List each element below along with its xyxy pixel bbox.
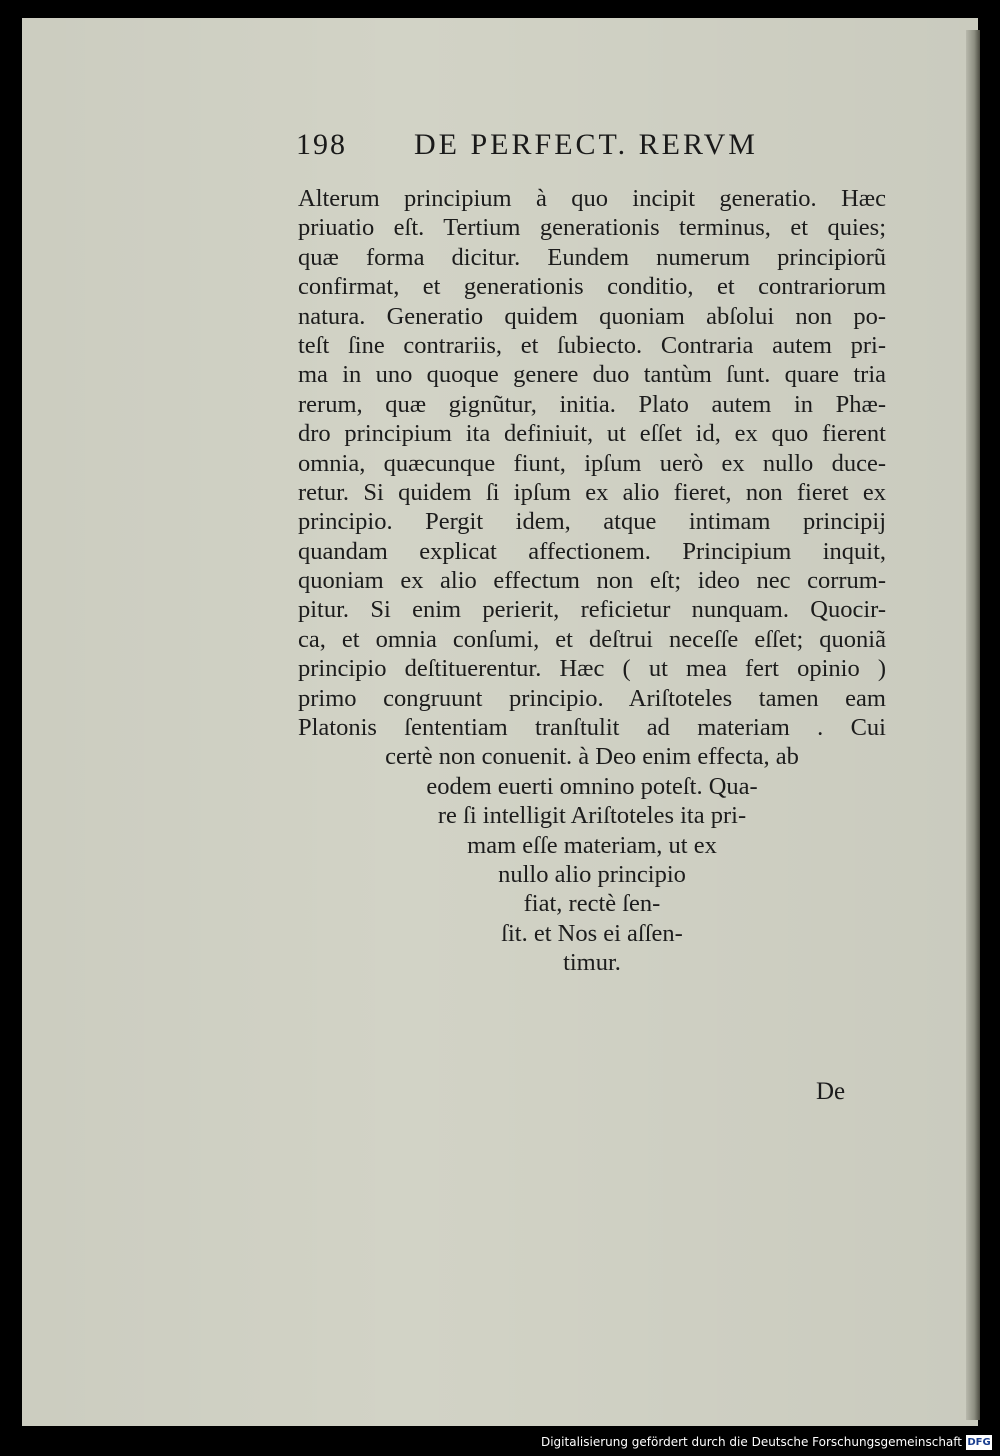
text-line: principio. Pergit idem, atque intimam principij (298, 508, 886, 536)
text-line: retur. Si quidem ſi ipſum ex alio fieret, non fieret ex (298, 478, 886, 506)
tail-line: timur. (563, 949, 621, 977)
catchword: De (816, 1078, 846, 1105)
text-line: principio deſtituerentur. Hæc ( ut mea fert opinio ) (298, 655, 886, 683)
tail-line: ſit. et Nos ei aſſen- (501, 919, 683, 947)
tail-line: fiat, rectè ſen- (523, 890, 661, 918)
text-line: primo congruunt principio. Ariſtoteles tamen eam (298, 684, 886, 712)
text-line: ca, et omnia conſumi, et deſtrui neceſſe eſſet; quoniã (298, 625, 886, 653)
digitization-footer (0, 1426, 1000, 1456)
running-title: DE PERFECT. RERVM (414, 128, 758, 161)
text-line: Platonis ſententiam tranſtulit ad materiam . Cui (298, 714, 886, 742)
tail-line: re ſi intelligit Ariſtoteles ita pri- (437, 802, 747, 830)
funding-credit: Digitalisierung gefördert durch die Deutsche Forschungsgemeinschaft (540, 1435, 962, 1449)
body-paragraph (298, 184, 886, 742)
page-number: 198 (296, 128, 347, 161)
tail-line: mam eſſe materiam, ut ex (467, 831, 717, 859)
page-edge (966, 30, 980, 1420)
text-line: ma in uno quoque genere duo tantùm ſunt. quare tria (298, 361, 886, 389)
text-line: pitur. Si enim perierit, reficietur nunquam. Quocir- (298, 596, 886, 624)
dfg-logo-icon: DFG (967, 1437, 991, 1448)
tail-line: nullo alio principio (498, 860, 686, 888)
text-line: confirmat, et generationis conditio, et contrariorum (298, 273, 886, 301)
tail-line: certè non conuenit. à Deo enim effecta, ab (385, 743, 799, 771)
text-line: quæ forma dicitur. Eundem numerum principiorũ (298, 243, 886, 271)
text-line: teſt ſine contrariis, et ſubiecto. Contraria autem pri- (298, 331, 886, 359)
text-line: dro principium ita definiuit, ut eſſet id, ex quo fierent (298, 420, 886, 448)
text-line: Alterum principium à quo incipit generatio. Hæc (298, 185, 886, 212)
text-line: quoniam ex alio effectum non eſt; ideo nec corrum- (298, 567, 886, 595)
tapered-ending (298, 742, 886, 977)
running-head (296, 128, 806, 168)
text-line: quandam explicat affectionem. Principium inquit, (298, 537, 886, 565)
text-line: omnia, quæcunque fiunt, ipſum uerò ex nullo duce- (298, 449, 886, 477)
text-line: rerum, quæ gignũtur, initia. Plato autem in Phæ- (298, 390, 886, 418)
tail-line: eodem euerti omnino poteſt. Qua- (426, 772, 758, 800)
text-line: priuatio eſt. Tertium generationis terminus, et quies; (298, 214, 886, 242)
body-text (298, 184, 886, 978)
text-line: natura. Generatio quidem quoniam abſolui non po- (298, 302, 886, 330)
